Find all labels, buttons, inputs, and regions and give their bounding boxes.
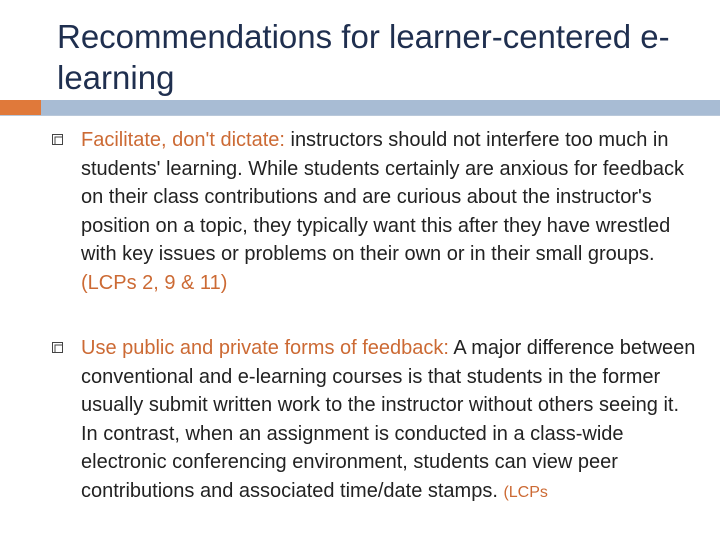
- hollow-square-bullet-icon: [52, 132, 63, 143]
- bullet-text: [81, 334, 701, 508]
- slide-title: Recommendations for learner-centered e-learning: [57, 18, 670, 96]
- title-rule-bar: [41, 100, 720, 116]
- hollow-square-bullet-icon: [52, 340, 63, 351]
- bullet-heading: Use public and private forms of feedback:: [81, 337, 449, 359]
- bullet-citation: (LCPs 2, 9 & 11): [81, 271, 228, 294]
- bullet-text: [81, 126, 701, 298]
- bullet-heading: Facilitate, don't dictate:: [81, 129, 285, 151]
- bullet-body: instructors should not interfere too much in students' learning. While students certainly are anxious for feedback on their class contributions and are curious about the instructor's position on a topic, they typically want this after they have wrestled with key issues or problems on their own or in their small groups.: [81, 129, 685, 266]
- bullet-body: A major difference between conventional and e-learning courses is that students in the former usually submit written work to the instructor without others seeing it. In contrast, when an assignment is conducted in a class-wide electronic conferencing environment, students can view peer contributions and associated time/date stamps.: [81, 337, 696, 502]
- title-rule-accent: [0, 100, 41, 116]
- bullet-citation: (LCPs: [503, 483, 548, 501]
- title-rule-line: [0, 115, 720, 116]
